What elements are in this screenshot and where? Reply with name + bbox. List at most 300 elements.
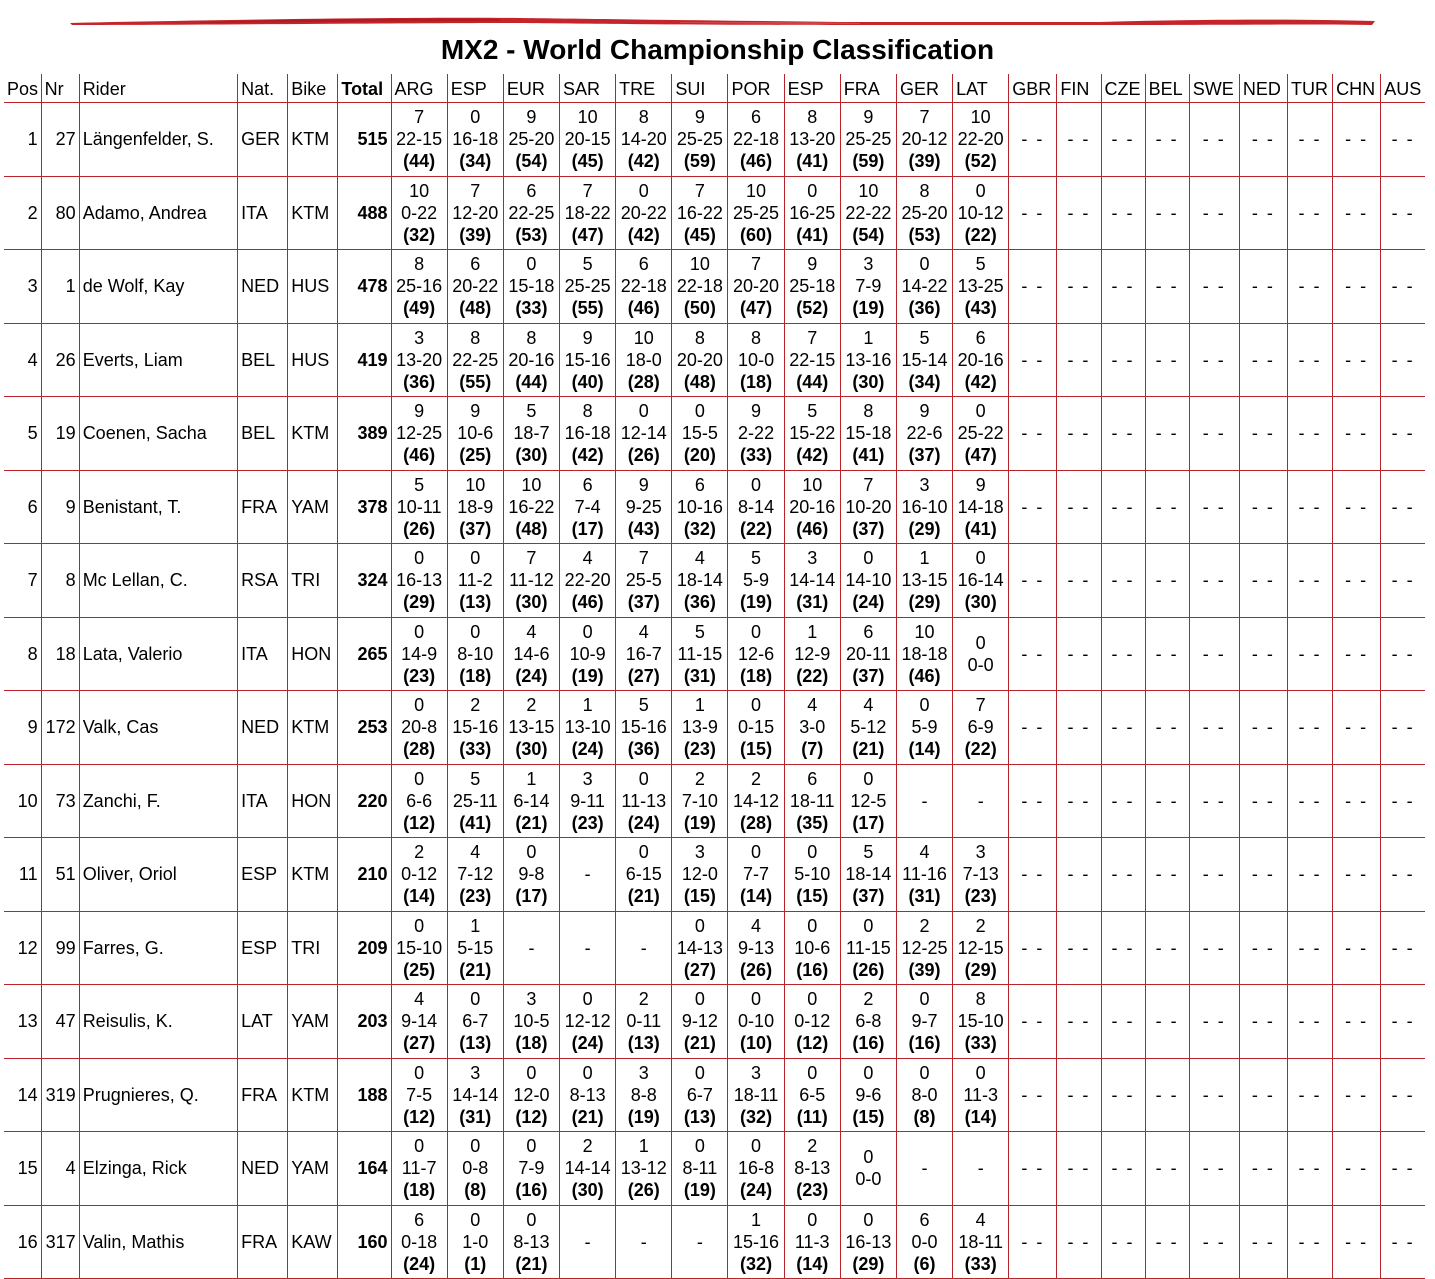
cell-round-result — [616, 764, 672, 838]
cell-upcoming-round: - - — [1009, 103, 1057, 177]
cell-round-result — [784, 838, 840, 912]
round-total: (48) — [683, 371, 716, 392]
round-total: (25) — [459, 445, 492, 466]
round-total: (21) — [571, 1106, 604, 1127]
round-points: 6 — [638, 254, 649, 275]
round-points: 4 — [582, 548, 593, 569]
round-points: 2 — [863, 989, 874, 1010]
round-total: (55) — [459, 371, 492, 392]
round-total: (43) — [627, 518, 660, 539]
cell-round-result — [503, 1132, 559, 1206]
cell-upcoming-round: - - — [1057, 1205, 1101, 1279]
cell-upcoming-round: - - — [1239, 764, 1287, 838]
round-points: 8 — [807, 107, 818, 128]
round-points: 7 — [975, 695, 986, 716]
cell-upcoming-round: - - — [1101, 103, 1145, 177]
round-points: 6 — [470, 254, 481, 275]
heat-scores: 15-14 — [901, 349, 948, 370]
table-row — [4, 838, 1425, 912]
round-points: 9 — [919, 401, 930, 422]
round-points: 0 — [807, 989, 818, 1010]
heat-scores: 11-15 — [677, 643, 723, 664]
heat-scores: 9-7 — [911, 1011, 938, 1032]
round-total: (37) — [459, 518, 492, 539]
table-row — [4, 397, 1425, 471]
heat-scores: 10-6 — [457, 423, 494, 444]
cell-upcoming-round: - - — [1239, 1058, 1287, 1132]
heat-scores: 12-12 — [564, 1011, 611, 1032]
heat-scores: 6-6 — [406, 790, 433, 811]
cell-round-result — [616, 1058, 672, 1132]
cell-round-result — [728, 1132, 784, 1206]
cell-round-result — [728, 103, 784, 177]
heat-scores: 8-0 — [911, 1084, 938, 1105]
heat-scores: 15-18 — [508, 276, 555, 297]
round-points: 9 — [526, 107, 537, 128]
table-row — [4, 103, 1425, 177]
cell-round-result — [840, 250, 896, 324]
heat-scores: 9-25 — [625, 496, 662, 517]
round-total: (29) — [908, 518, 941, 539]
round-total: (52) — [796, 298, 829, 319]
heat-scores: 11-12 — [509, 570, 554, 591]
round-total: (21) — [459, 959, 492, 980]
cell-rider: Everts, Liam — [79, 323, 237, 397]
round-total: (54) — [515, 151, 548, 172]
table-row — [4, 250, 1425, 324]
heat-scores: 20-12 — [901, 129, 948, 150]
table-row — [4, 470, 1425, 544]
classification-rows — [4, 103, 1425, 1279]
cell-round-result — [953, 985, 1009, 1059]
cell-upcoming-round: - - — [1145, 323, 1189, 397]
cell-upcoming-round: - - — [1101, 250, 1145, 324]
cell-round-result — [616, 323, 672, 397]
cell-upcoming-round: - - — [1287, 250, 1332, 324]
cell-round-result — [391, 397, 447, 471]
cell-round-result — [560, 985, 616, 1059]
heat-scores: 10-0 — [738, 349, 775, 370]
cell-upcoming-round: - - — [1333, 544, 1381, 618]
table-row — [4, 764, 1425, 838]
cell-round-result — [672, 1132, 728, 1206]
cell-nat: LAT — [238, 985, 288, 1059]
round-points: 0 — [414, 768, 425, 789]
cell-rider: Längenfelder, S. — [79, 103, 237, 177]
cell-round-result — [503, 838, 559, 912]
heat-scores: 14-20 — [620, 129, 667, 150]
round-total: (1) — [464, 1253, 487, 1274]
heat-scores: 22-20 — [564, 570, 611, 591]
cell-rider: Benistant, T. — [79, 470, 237, 544]
heat-scores: 0-0 — [855, 1169, 882, 1190]
heat-scores: 8-13 — [569, 1084, 606, 1105]
cell-total: 378 — [338, 470, 391, 544]
round-points: 6 — [751, 107, 762, 128]
round-points: 8 — [863, 401, 874, 422]
heat-scores: 8-14 — [738, 496, 775, 517]
round-total: (33) — [964, 1253, 997, 1274]
cell-bike: KAW — [288, 1205, 338, 1279]
heat-scores: 15-5 — [681, 423, 718, 444]
cell-nat: NED — [238, 1132, 288, 1206]
cell-total: 515 — [338, 103, 391, 177]
cell-round-result — [672, 103, 728, 177]
cell-upcoming-round: - - — [1145, 617, 1189, 691]
cell-upcoming-round: - - — [1101, 397, 1145, 471]
round-points: - — [921, 1158, 928, 1179]
cell-round-result — [503, 911, 559, 985]
cell-round-result — [447, 470, 503, 544]
cell-round-result — [616, 617, 672, 691]
heat-scores: 22-15 — [789, 349, 836, 370]
heat-scores: 12-0 — [513, 1084, 550, 1105]
column-header-round: SUI — [672, 74, 728, 103]
heat-scores: 13-15 — [901, 570, 948, 591]
round-total: (29) — [403, 592, 436, 613]
round-total: (16) — [852, 1033, 885, 1054]
round-total: (13) — [627, 1033, 660, 1054]
round-total: (30) — [964, 592, 997, 613]
cell-rider: Oliver, Oriol — [79, 838, 237, 912]
heat-scores: 7-10 — [681, 790, 718, 811]
cell-nat: GER — [238, 103, 288, 177]
cell-round-result — [503, 1058, 559, 1132]
round-total: (26) — [403, 518, 436, 539]
column-header-upcoming-round: TUR — [1287, 74, 1332, 103]
cell-upcoming-round: - - — [1287, 470, 1332, 544]
heat-scores: 0-22 — [401, 202, 438, 223]
round-total: (28) — [403, 739, 436, 760]
cell-bike: KTM — [288, 1058, 338, 1132]
cell-upcoming-round: - - — [1287, 323, 1332, 397]
round-total: (47) — [964, 445, 997, 466]
header-brush-stroke-decoration — [0, 0, 1435, 36]
cell-upcoming-round: - - — [1333, 103, 1381, 177]
cell-round-result — [784, 323, 840, 397]
round-total: (53) — [515, 224, 548, 245]
round-total: (29) — [908, 592, 941, 613]
heat-scores: 16-18 — [452, 129, 499, 150]
heat-scores: 25-20 — [508, 129, 555, 150]
round-total: (15) — [740, 739, 773, 760]
round-points: 1 — [807, 621, 818, 642]
heat-scores: 5-12 — [850, 717, 887, 738]
column-header-upcoming-round: SWE — [1189, 74, 1239, 103]
round-points: 2 — [582, 1136, 593, 1157]
round-total: (47) — [571, 224, 604, 245]
round-total: (6) — [913, 1253, 936, 1274]
heat-scores: 8-13 — [513, 1231, 550, 1252]
cell-upcoming-round: - - — [1145, 544, 1189, 618]
heat-scores: 25-20 — [901, 202, 948, 223]
cell-bike: KTM — [288, 691, 338, 765]
cell-round-result — [896, 176, 952, 250]
cell-nr: 27 — [41, 103, 79, 177]
cell-round-result — [391, 617, 447, 691]
cell-round-result — [953, 1058, 1009, 1132]
cell-upcoming-round: - - — [1381, 985, 1425, 1059]
heat-scores: 11-2 — [457, 570, 493, 591]
cell-upcoming-round: - - — [1145, 397, 1189, 471]
round-points: - — [584, 1231, 591, 1252]
cell-round-result — [503, 544, 559, 618]
heat-scores: 25-25 — [845, 129, 892, 150]
cell-round-result — [840, 617, 896, 691]
heat-scores: 7-9 — [855, 276, 882, 297]
round-total: (35) — [796, 812, 829, 833]
heat-scores: 20-16 — [508, 349, 555, 370]
column-header-upcoming-round: AUS — [1381, 74, 1425, 103]
round-total: (22) — [964, 224, 997, 245]
round-total: (18) — [403, 1180, 436, 1201]
round-total: (30) — [515, 592, 548, 613]
cell-round-result — [447, 691, 503, 765]
round-total: (18) — [459, 665, 492, 686]
heat-scores: 25-16 — [396, 276, 443, 297]
cell-round-result — [953, 691, 1009, 765]
cell-round-result — [503, 103, 559, 177]
cell-upcoming-round: - - — [1381, 397, 1425, 471]
cell-upcoming-round: - - — [1189, 323, 1239, 397]
heat-scores: 16-25 — [789, 202, 836, 223]
cell-rider: Reisulis, K. — [79, 985, 237, 1059]
cell-round-result — [503, 470, 559, 544]
cell-nat: FRA — [238, 1205, 288, 1279]
cell-upcoming-round: - - — [1239, 691, 1287, 765]
table-row — [4, 691, 1425, 765]
heat-scores: 10-12 — [957, 202, 1004, 223]
cell-upcoming-round: - - — [1333, 764, 1381, 838]
round-total: (23) — [403, 665, 436, 686]
cell-upcoming-round: - - — [1381, 103, 1425, 177]
cell-upcoming-round: - - — [1287, 617, 1332, 691]
cell-upcoming-round: - - — [1057, 103, 1101, 177]
heat-scores: 8-8 — [630, 1084, 657, 1105]
round-points: 4 — [414, 989, 425, 1010]
round-total: (26) — [627, 445, 660, 466]
cell-total: 488 — [338, 176, 391, 250]
cell-upcoming-round: - - — [1189, 911, 1239, 985]
cell-bike: HON — [288, 617, 338, 691]
round-total: (46) — [571, 592, 604, 613]
round-total: (14) — [740, 886, 773, 907]
cell-nr: 172 — [41, 691, 79, 765]
cell-nr: 73 — [41, 764, 79, 838]
cell-bike: YAM — [288, 470, 338, 544]
cell-upcoming-round: - - — [1101, 617, 1145, 691]
round-total: (36) — [683, 592, 716, 613]
cell-round-result — [447, 103, 503, 177]
cell-upcoming-round: - - — [1145, 1205, 1189, 1279]
cell-pos: 10 — [4, 764, 41, 838]
cell-round-result — [840, 838, 896, 912]
cell-upcoming-round: - - — [1009, 764, 1057, 838]
round-points: 0 — [526, 1062, 537, 1083]
heat-scores: 25-25 — [564, 276, 611, 297]
cell-upcoming-round: - - — [1145, 250, 1189, 324]
round-points: 7 — [414, 107, 425, 128]
cell-round-result — [896, 1205, 952, 1279]
heat-scores: 0-15 — [738, 717, 775, 738]
round-total: (41) — [964, 518, 997, 539]
cell-nat: NED — [238, 250, 288, 324]
cell-upcoming-round: - - — [1381, 1132, 1425, 1206]
column-header-round: TRE — [616, 74, 672, 103]
cell-upcoming-round: - - — [1333, 1058, 1381, 1132]
cell-upcoming-round: - - — [1189, 691, 1239, 765]
cell-upcoming-round: - - — [1287, 1058, 1332, 1132]
round-points: 4 — [975, 1209, 986, 1230]
cell-pos: 14 — [4, 1058, 41, 1132]
round-total: (48) — [515, 518, 548, 539]
heat-scores: 20-15 — [564, 129, 611, 150]
cell-round-result — [560, 838, 616, 912]
cell-upcoming-round: - - — [1189, 985, 1239, 1059]
round-points: 0 — [751, 474, 762, 495]
round-points: 0 — [694, 401, 705, 422]
round-points: 0 — [863, 1209, 874, 1230]
cell-upcoming-round: - - — [1287, 985, 1332, 1059]
table-row — [4, 1132, 1425, 1206]
cell-round-result — [728, 397, 784, 471]
heat-scores: 0-8 — [462, 1158, 489, 1179]
heat-scores: 13-12 — [620, 1158, 667, 1179]
cell-upcoming-round: - - — [1189, 544, 1239, 618]
heat-scores: 7-12 — [457, 864, 494, 885]
round-total: (42) — [796, 445, 829, 466]
round-total: (18) — [740, 371, 773, 392]
cell-nat: FRA — [238, 1058, 288, 1132]
cell-round-result — [391, 250, 447, 324]
round-points: 0 — [470, 989, 481, 1010]
round-total: (12) — [515, 1106, 548, 1127]
round-total: (44) — [796, 371, 829, 392]
round-points: 9 — [470, 401, 481, 422]
cell-nat: ESP — [238, 838, 288, 912]
heat-scores: 6-7 — [462, 1011, 489, 1032]
round-points: 8 — [414, 254, 425, 275]
column-header-round: LAT — [953, 74, 1009, 103]
round-points: 4 — [863, 695, 874, 716]
cell-bike: HUS — [288, 250, 338, 324]
round-points: 7 — [526, 548, 537, 569]
cell-upcoming-round: - - — [1057, 764, 1101, 838]
column-header-round: FRA — [840, 74, 896, 103]
heat-scores: 20-11 — [846, 643, 891, 664]
cell-round-result — [728, 838, 784, 912]
cell-round-result — [616, 470, 672, 544]
cell-upcoming-round: - - — [1009, 397, 1057, 471]
cell-round-result — [447, 397, 503, 471]
cell-total: 209 — [338, 911, 391, 985]
cell-round-result — [728, 250, 784, 324]
round-total: (12) — [403, 812, 436, 833]
heat-scores: 20-20 — [676, 349, 723, 370]
cell-round-result — [616, 1205, 672, 1279]
cell-round-result — [616, 838, 672, 912]
round-points: 0 — [414, 1062, 425, 1083]
cell-upcoming-round: - - — [1057, 617, 1101, 691]
heat-scores: 7-5 — [406, 1084, 433, 1105]
heat-scores: 2-22 — [738, 423, 775, 444]
heat-scores: 20-22 — [620, 202, 667, 223]
cell-pos: 1 — [4, 103, 41, 177]
cell-upcoming-round: - - — [1009, 1132, 1057, 1206]
cell-bike: KTM — [288, 103, 338, 177]
round-total: (33) — [459, 739, 492, 760]
cell-upcoming-round: - - — [1057, 1058, 1101, 1132]
cell-nat: ITA — [238, 764, 288, 838]
round-total: (36) — [908, 298, 941, 319]
round-total: (24) — [740, 1180, 773, 1201]
cell-round-result — [728, 323, 784, 397]
cell-bike: TRI — [288, 544, 338, 618]
cell-upcoming-round: - - — [1057, 691, 1101, 765]
cell-upcoming-round: - - — [1009, 1058, 1057, 1132]
round-points: 6 — [807, 768, 818, 789]
cell-rider: Farres, G. — [79, 911, 237, 985]
cell-rider: Mc Lellan, C. — [79, 544, 237, 618]
cell-upcoming-round: - - — [1239, 397, 1287, 471]
cell-round-result — [616, 691, 672, 765]
cell-upcoming-round: - - — [1333, 397, 1381, 471]
cell-round-result — [447, 544, 503, 618]
heat-scores: 6-8 — [855, 1011, 882, 1032]
cell-rider: Zanchi, F. — [79, 764, 237, 838]
cell-total: 203 — [338, 985, 391, 1059]
cell-upcoming-round: - - — [1009, 617, 1057, 691]
round-points: 6 — [919, 1209, 930, 1230]
cell-upcoming-round: - - — [1189, 1132, 1239, 1206]
round-total: (24) — [403, 1253, 436, 1274]
round-total: (44) — [403, 151, 436, 172]
heat-scores: 5-10 — [794, 864, 831, 885]
round-total: (27) — [627, 665, 660, 686]
round-total: (32) — [740, 1253, 773, 1274]
heat-scores: 9-11 — [570, 790, 605, 811]
cell-rider: Adamo, Andrea — [79, 176, 237, 250]
heat-scores: 25-5 — [625, 570, 662, 591]
round-points: 6 — [694, 474, 705, 495]
round-points: 0 — [919, 254, 930, 275]
cell-upcoming-round: - - — [1189, 1058, 1239, 1132]
cell-upcoming-round: - - — [1057, 250, 1101, 324]
heat-scores: 13-15 — [508, 717, 555, 738]
heat-scores: 14-18 — [957, 496, 1004, 517]
heat-scores: 15-18 — [845, 423, 892, 444]
round-points: 1 — [863, 327, 874, 348]
cell-bike: KTM — [288, 397, 338, 471]
cell-round-result — [672, 985, 728, 1059]
round-points: 4 — [919, 842, 930, 863]
round-total: (45) — [571, 151, 604, 172]
heat-scores: 10-11 — [396, 496, 442, 517]
cell-upcoming-round: - - — [1333, 985, 1381, 1059]
heat-scores: 5-15 — [457, 937, 494, 958]
cell-upcoming-round: - - — [1009, 1205, 1057, 1279]
cell-upcoming-round: - - — [1333, 691, 1381, 765]
cell-round-result — [896, 1132, 952, 1206]
cell-round-result — [560, 397, 616, 471]
round-total: (32) — [683, 518, 716, 539]
round-points: 7 — [807, 327, 818, 348]
heat-scores: 14-9 — [401, 643, 438, 664]
column-header-upcoming-round: GBR — [1009, 74, 1057, 103]
round-total: (31) — [908, 886, 941, 907]
round-total: (36) — [403, 371, 436, 392]
cell-upcoming-round: - - — [1287, 103, 1332, 177]
